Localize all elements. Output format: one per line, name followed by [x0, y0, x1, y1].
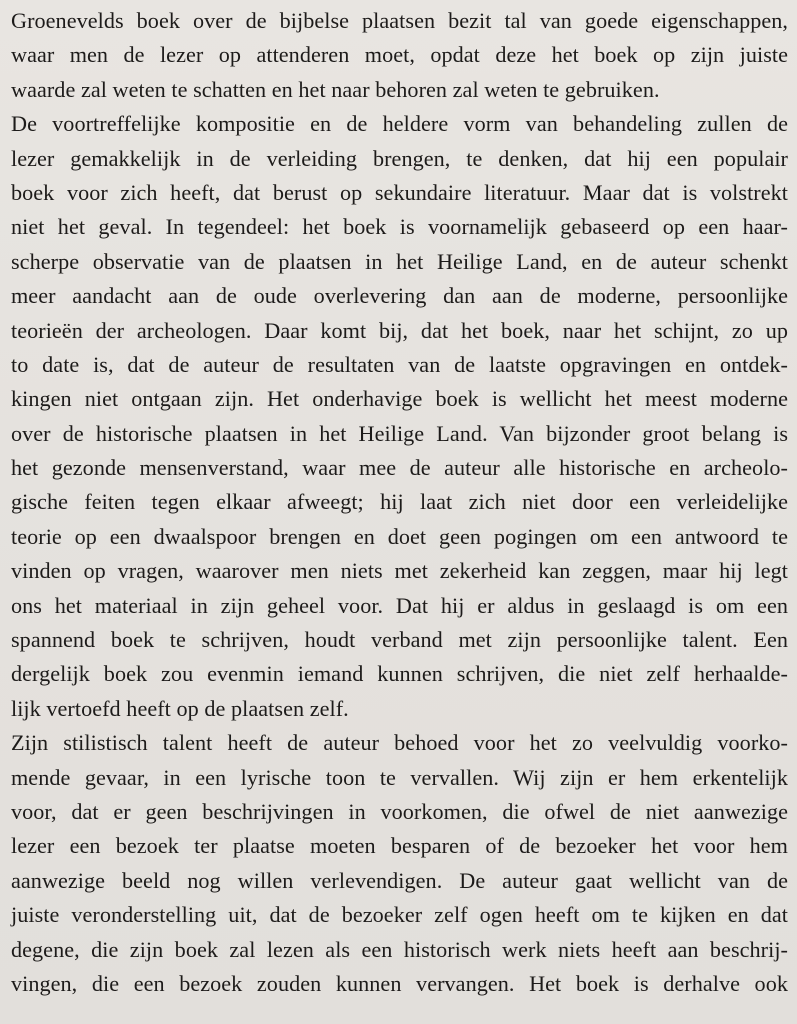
- text-line: to date is, dat de auteur de resultaten van de laatste opgravingen en ontdek-: [11, 351, 788, 377]
- text-line: kingen niet ontgaan zijn. Het onderhavige boek is wellicht het meest moderne: [11, 386, 788, 412]
- text-line: waarde zal weten te schatten en het naar behoren zal weten te gebruiken.: [11, 76, 660, 102]
- text-line: teorie op een dwaalspoor brengen en doet geen pogingen om een antwoord te: [11, 523, 788, 549]
- text-line: spannend boek te schrijven, houdt verband met zijn persoonlijke talent. Een: [11, 627, 788, 653]
- text-line: degene, die zijn boek zal lezen als een historisch werk niets heeft aan beschrij-: [11, 936, 788, 962]
- text-line: lijk vertoefd heeft op de plaatsen zelf.: [11, 695, 349, 721]
- text-line: meer aandacht aan de oude overlevering dan aan de moderne, persoonlijke: [11, 283, 788, 309]
- text-line: over de historische plaatsen in het Heilige Land. Van bijzonder groot belang is: [11, 420, 788, 446]
- text-line: aanwezige beeld nog willen verlevendigen. De auteur gaat wellicht van de: [11, 867, 788, 893]
- text-line: lezer gemakkelijk in de verleiding brengen, te denken, dat hij een populair: [11, 145, 788, 171]
- text-line: vingen, die een bezoek zouden kunnen vervangen. Het boek is derhalve ook: [11, 970, 788, 996]
- text-line: teorieën der archeologen. Daar komt bij, dat het boek, naar het schijnt, zo up: [11, 317, 788, 343]
- text-line: vinden op vragen, waarover men niets met zekerheid kan zeggen, maar hij legt: [11, 558, 788, 584]
- text-line: De voortreffelijke kompositie en de heldere vorm van behandeling zullen de: [11, 111, 788, 137]
- paragraph: [11, 4, 788, 107]
- body-text: [11, 4, 788, 1001]
- paragraph: [11, 107, 788, 726]
- text-line: niet het geval. In tegendeel: het boek is voornamelijk gebaseerd op een haar-: [11, 214, 788, 240]
- text-line: Groenevelds boek over de bijbelse plaatsen bezit tal van goede eigenschappen,: [11, 8, 788, 33]
- text-line: lezer een bezoek ter plaatse moeten besparen of de bezoeker het voor hem: [11, 833, 788, 859]
- text-line: waar men de lezer op attenderen moet, opdat deze het boek op zijn juiste: [11, 42, 788, 68]
- text-line: juiste veronderstelling uit, dat de bezoeker zelf ogen heeft om te kijken en dat: [11, 902, 788, 928]
- text-line: boek voor zich heeft, dat berust op sekundaire literatuur. Maar dat is volstrekt: [11, 179, 788, 205]
- text-line: mende gevaar, in een lyrische toon te vervallen. Wij zijn er hem erkentelijk: [11, 764, 788, 790]
- text-line: dergelijk boek zou evenmin iemand kunnen schrijven, die niet zelf herhaalde-: [11, 661, 788, 687]
- text-line: Zijn stilistisch talent heeft de auteur behoed voor het zo veelvuldig voorko-: [11, 730, 788, 756]
- text-line: voor, dat er geen beschrijvingen in voorkomen, die ofwel de niet aanwezige: [11, 798, 788, 824]
- text-line: scherpe observatie van de plaatsen in het Heilige Land, en de auteur schenkt: [11, 248, 788, 274]
- paragraph: [11, 726, 788, 1001]
- text-line: gische feiten tegen elkaar afweegt; hij laat zich niet door een verleidelijke: [11, 489, 788, 515]
- text-line: het gezonde mensenverstand, waar mee de auteur alle historische en archeolo-: [11, 455, 788, 481]
- text-line: ons het materiaal in zijn geheel voor. Dat hij er aldus in geslaagd is om een: [11, 592, 788, 618]
